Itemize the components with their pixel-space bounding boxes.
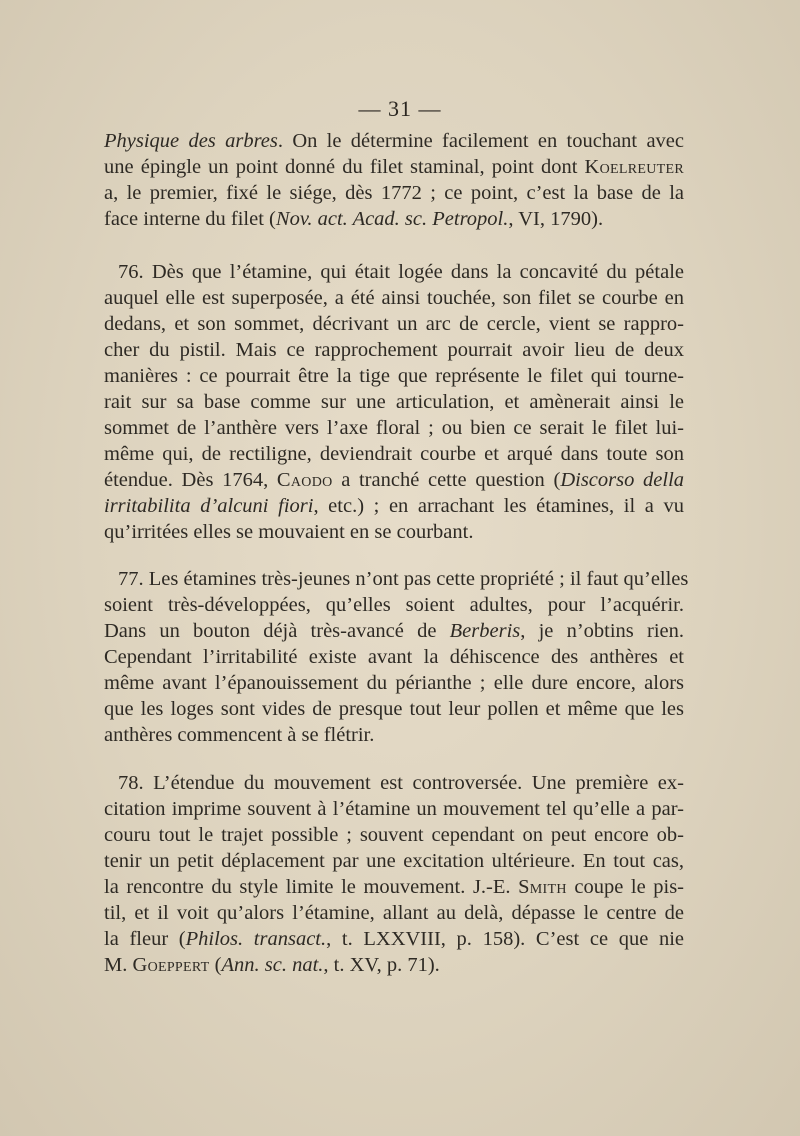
text-line: la fleur (Philos. transact., t. LXXVIII, p. 158). C’est ce que nie (104, 928, 684, 950)
text-line: til, et il voit qu’alors l’étamine, allant au delà, dépasse le centre de (104, 902, 684, 924)
text-line: qu’irritées elles se mouvaient en se courbant. (104, 521, 474, 543)
text-line: même avant l’épanouissement du périanthe ; elle dure encore, alors (104, 672, 684, 694)
text-line: anthères commencent à se flétrir. (104, 724, 375, 746)
text-line: Dans un bouton déjà très-avancé de Berberis, je n’obtins rien. (104, 620, 684, 642)
text-line: tenir un petit déplacement par une excitation ultérieure. En tout cas, (104, 850, 684, 872)
text-line: dedans, et son sommet, décrivant un arc de cercle, vient se rappro- (104, 313, 684, 335)
text-line: même qui, de rectiligne, deviendrait courbe et arqué dans toute son (104, 443, 684, 465)
paragraph-76 (104, 259, 684, 545)
text-line: 76. Dès que l’étamine, qui était logée dans la concavité du pétale (118, 261, 684, 283)
text-line: soient très-développées, qu’elles soient adultes, pour l’acquérir. (104, 594, 684, 616)
page-number: — 31 — (358, 96, 442, 121)
text-line: face interne du filet (Nov. act. Acad. sc. Petropol., VI, 1790). (104, 208, 604, 230)
text-line: rait sur sa base comme sur une articulation, et amènerait ainsi le (104, 391, 684, 413)
text-line: couru tout le trajet possible ; souvent cependant on peut encore ob- (104, 824, 684, 846)
text-line: étendue. Dès 1764, Caodo a tranché cette question (Discorso della (104, 469, 685, 491)
paragraph-continuation (104, 128, 684, 232)
text-line: manières : ce pourrait être la tige que représente le filet qui tourne- (104, 365, 684, 387)
text-line: auquel elle est superposée, a été ainsi touchée, son filet se courbe en (104, 287, 684, 309)
text-line: sommet de l’anthère vers l’axe floral ; ou bien ce serait le filet lui- (104, 417, 684, 439)
text-line: que les loges sont vides de presque tout leur pollen et même que les (104, 698, 684, 720)
paragraph-77 (104, 566, 689, 748)
paragraph-78 (104, 770, 684, 978)
text-line: 78. L’étendue du mouvement est controversée. Une première ex- (118, 772, 684, 794)
text-line: 77. Les étamines très-jeunes n’ont pas cette propriété ; il faut qu’elles (118, 568, 689, 590)
text-line: a, le premier, fixé le siége, dès 1772 ; ce point, c’est la base de la (104, 182, 684, 204)
text-line: la rencontre du style limite le mouvement. J.-E. Smith coupe le pis- (104, 876, 685, 898)
text-line: cher du pistil. Mais ce rapprochement pourrait avoir lieu de deux (104, 339, 684, 361)
text-line: Physique des arbres. On le détermine facilement en touchant avec (104, 130, 684, 152)
text-line: M. Goeppert (Ann. sc. nat., t. XV, p. 71). (104, 954, 440, 976)
text-line: Cependant l’irritabilité existe avant la déhiscence des anthères et (104, 646, 684, 668)
text-line: une épingle un point donné du filet staminal, point dont Koelreuter (104, 156, 684, 178)
text-line: irritabilita d’alcuni fiori, etc.) ; en arrachant les étamines, il a vu (104, 495, 684, 517)
text-line: citation imprime souvent à l’étamine un mouvement tel qu’elle a par- (104, 798, 684, 820)
